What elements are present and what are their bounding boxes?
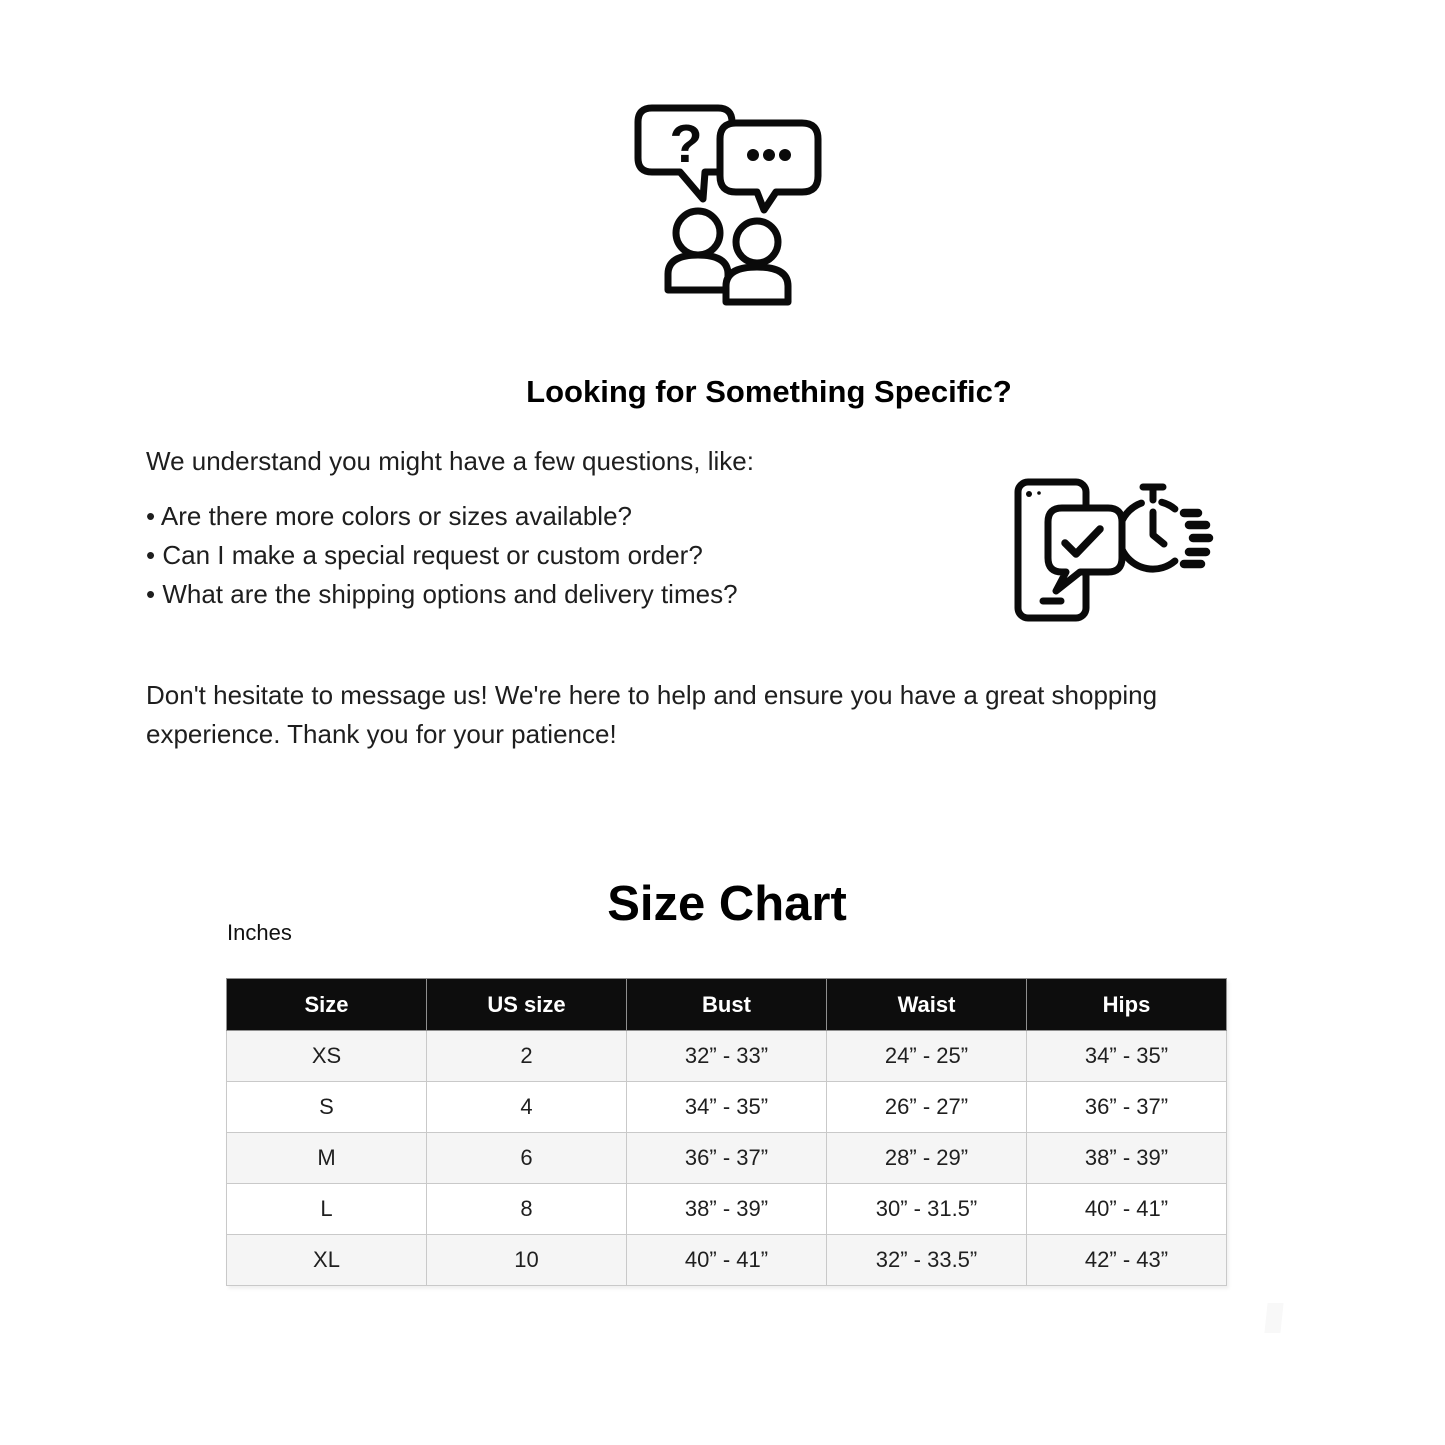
table-cell: 28” - 29” (827, 1133, 1027, 1184)
table-cell: XS (227, 1031, 427, 1082)
table-cell: 38” - 39” (1027, 1133, 1227, 1184)
table-cell: 32” - 33.5” (827, 1235, 1027, 1286)
size-chart-title: Size Chart (607, 876, 847, 931)
phone-fast-reply-icon (1012, 475, 1222, 625)
question-bullet: • Are there more colors or sizes available? (146, 501, 632, 531)
table-cell: 36” - 37” (1027, 1082, 1227, 1133)
table-cell: 26” - 27” (827, 1082, 1027, 1133)
table-cell: 38” - 39” (627, 1184, 827, 1235)
column-header-hips: Hips (1027, 979, 1227, 1031)
table-cell: 6 (427, 1133, 627, 1184)
question-bullet: • What are the shipping options and delivery times? (146, 578, 738, 609)
table-cell: 24” - 25” (827, 1031, 1027, 1082)
table-cell: 4 (427, 1082, 627, 1133)
chat-people-icon (630, 98, 825, 313)
column-header-waist: Waist (827, 979, 1027, 1031)
table-row (227, 1031, 1227, 1082)
table-row (227, 1082, 1227, 1133)
table-cell: 10 (427, 1235, 627, 1286)
table-cell: L (227, 1184, 427, 1235)
table-cell: 40” - 41” (627, 1235, 827, 1286)
question-list (146, 497, 738, 613)
column-header-us-size: US size (427, 979, 627, 1031)
table-cell: 32” - 33” (627, 1031, 827, 1082)
table-cell: 34” - 35” (627, 1082, 827, 1133)
table-cell: 30” - 31.5” (827, 1184, 1027, 1235)
table-row (227, 1235, 1227, 1286)
table-row (227, 1133, 1227, 1184)
intro-lead: We understand you might have a few questions, like: (146, 446, 754, 476)
watermark (1264, 1303, 1283, 1333)
closing-text: Don't hesitate to message us! We're here to help and ensure you have a great shopping experience. Thank you for your patience! (146, 680, 1158, 749)
header-row (227, 979, 1227, 1031)
size-chart-body (227, 1031, 1227, 1286)
question-bullet: • Can I make a special request or custom order? (146, 539, 703, 570)
table-cell: 8 (427, 1184, 627, 1235)
unit-label: Inches (227, 920, 292, 945)
size-chart-table (226, 978, 1227, 1286)
table-cell: M (227, 1133, 427, 1184)
table-cell: S (227, 1082, 427, 1133)
table-cell: 42” - 43” (1027, 1235, 1227, 1286)
question-mark-glyph: ? (669, 114, 703, 174)
reply-bubble-shape (720, 123, 818, 210)
size-chart-header (227, 979, 1227, 1031)
section-heading: Looking for Something Specific? (526, 373, 1012, 409)
table-cell: 2 (427, 1031, 627, 1082)
table-cell: 40” - 41” (1027, 1184, 1227, 1235)
column-header-bust: Bust (627, 979, 827, 1031)
column-header-size: Size (227, 979, 427, 1031)
table-row (227, 1184, 1227, 1235)
table-cell: 34” - 35” (1027, 1031, 1227, 1082)
table-cell: XL (227, 1235, 427, 1286)
table-cell: 36” - 37” (627, 1133, 827, 1184)
